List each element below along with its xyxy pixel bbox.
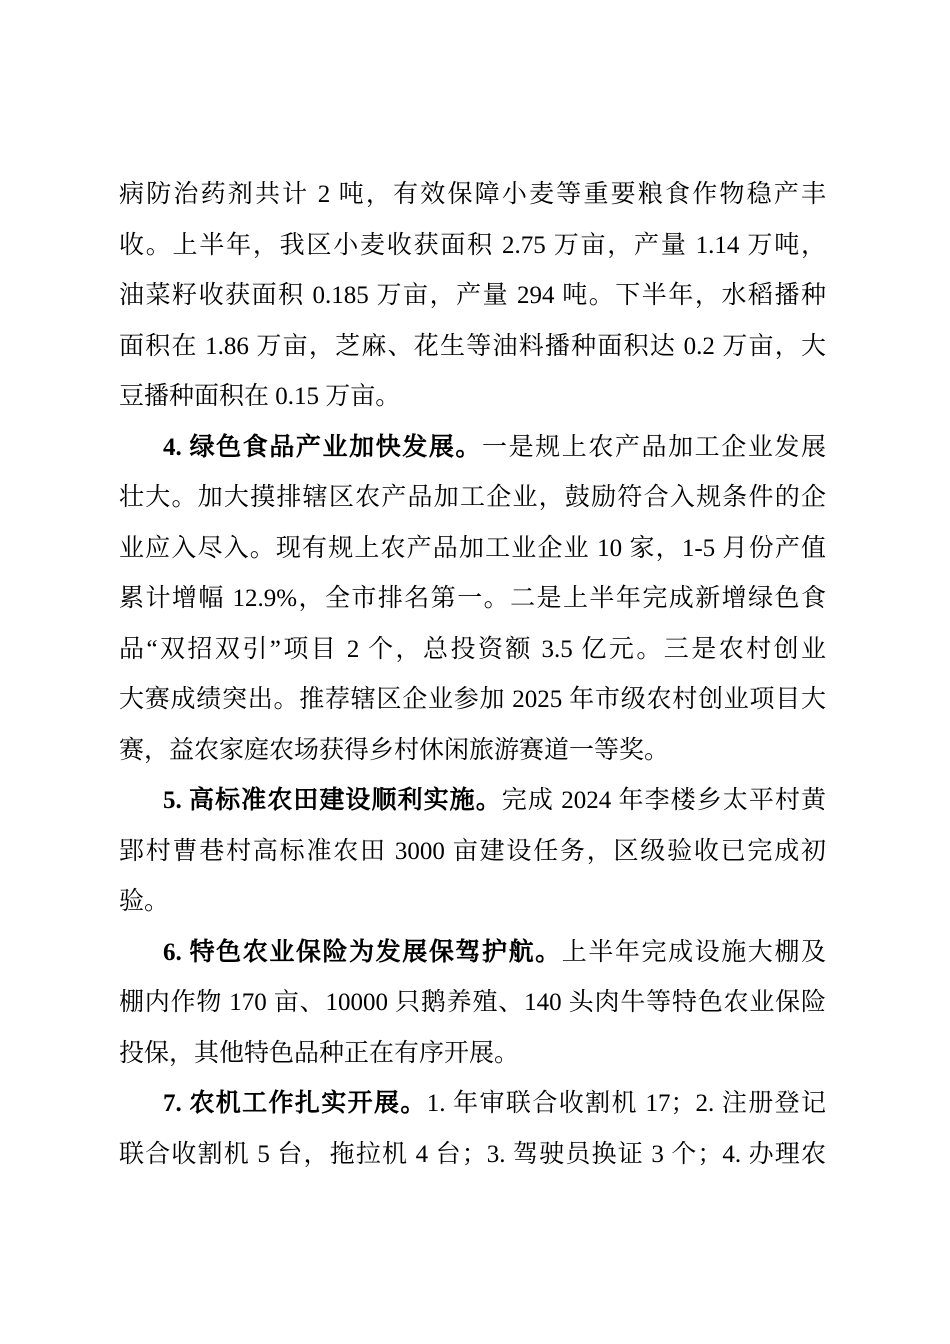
line-text: 郢村曹巷村高标准农田 3000 亩建设任务，区级验收已完成初 bbox=[119, 837, 826, 865]
line-text: 油菜籽收获面积 0.185 万亩，产量 294 吨。下半年，水稻播种 bbox=[119, 282, 826, 309]
line-text: 面积在 1.86 万亩，芝麻、花生等油料播种面积达 0.2 万亩，大 bbox=[119, 332, 826, 360]
text-line bbox=[119, 827, 826, 878]
text-line bbox=[119, 776, 826, 827]
line-text: 上半年完成设施大棚及 bbox=[561, 938, 826, 966]
text-line bbox=[119, 877, 826, 928]
text-line bbox=[119, 221, 826, 272]
text-line bbox=[119, 1079, 826, 1130]
text-line bbox=[119, 524, 826, 575]
line-text: 棚内作物 170 亩、10000 只鹅养殖、140 头肉牛等特色农业保险 bbox=[119, 989, 826, 1016]
text-line bbox=[119, 1130, 826, 1181]
text-line bbox=[119, 978, 826, 1029]
text-line bbox=[119, 625, 826, 676]
paragraph-lead: 6. 特色农业保险为发展保驾护航。 bbox=[163, 938, 562, 966]
line-text: 完成 2024 年李楼乡太平村黄 bbox=[501, 787, 826, 814]
text-line bbox=[119, 574, 826, 625]
line-text: 赛，益农家庭农场获得乡村休闲旅游赛道一等奖。 bbox=[119, 736, 670, 764]
paragraph-lead: 7. 农机工作扎实开展。 bbox=[163, 1090, 427, 1117]
line-text: 壮大。加大摸排辖区农产品加工企业，鼓励符合入规条件的企 bbox=[119, 484, 826, 511]
line-text: 豆播种面积在 0.15 万亩。 bbox=[119, 383, 401, 410]
paragraph-lead: 5. 高标准农田建设顺利实施。 bbox=[163, 787, 502, 814]
text-line bbox=[119, 1029, 826, 1080]
document-body-text bbox=[119, 170, 826, 1180]
line-text: 收。上半年，我区小麦收获面积 2.75 万亩，产量 1.14 万吨， bbox=[119, 231, 826, 259]
line-text: 验。 bbox=[119, 888, 170, 915]
text-line bbox=[119, 423, 826, 474]
paragraph-lead: 4. 绿色食品产业加快发展。 bbox=[163, 433, 482, 461]
text-line bbox=[119, 928, 826, 979]
line-text: 1. 年审联合收割机 17；2. 注册登记 bbox=[426, 1090, 826, 1117]
text-line bbox=[119, 675, 826, 726]
text-line bbox=[119, 170, 826, 221]
line-text: 大赛成绩突出。推荐辖区企业参加 2025 年市级农村创业项目大 bbox=[119, 686, 826, 713]
line-text: 投保，其他特色品种正在有序开展。 bbox=[119, 1039, 520, 1067]
line-text: 累计增幅 12.9%，全市排名第一。二是上半年完成新增绿色食 bbox=[119, 585, 826, 612]
line-text: 业应入尽入。现有规上农产品加工业企业 10 家，1-5 月份产值 bbox=[119, 534, 826, 562]
line-text: 联合收割机 5 台，拖拉机 4 台；3. 驾驶员换证 3 个；4. 办理农 bbox=[119, 1140, 826, 1168]
text-line bbox=[119, 473, 826, 524]
line-text: 一是规上农产品加工企业发展 bbox=[482, 433, 826, 461]
text-line bbox=[119, 271, 826, 322]
text-line bbox=[119, 726, 826, 777]
line-text: 病防治药剂共计 2 吨，有效保障小麦等重要粮食作物稳产丰 bbox=[119, 181, 826, 208]
text-line bbox=[119, 372, 826, 423]
line-text: 品“双招双引”项目 2 个，总投资额 3.5 亿元。三是农村创业 bbox=[119, 635, 826, 663]
text-line bbox=[119, 322, 826, 373]
